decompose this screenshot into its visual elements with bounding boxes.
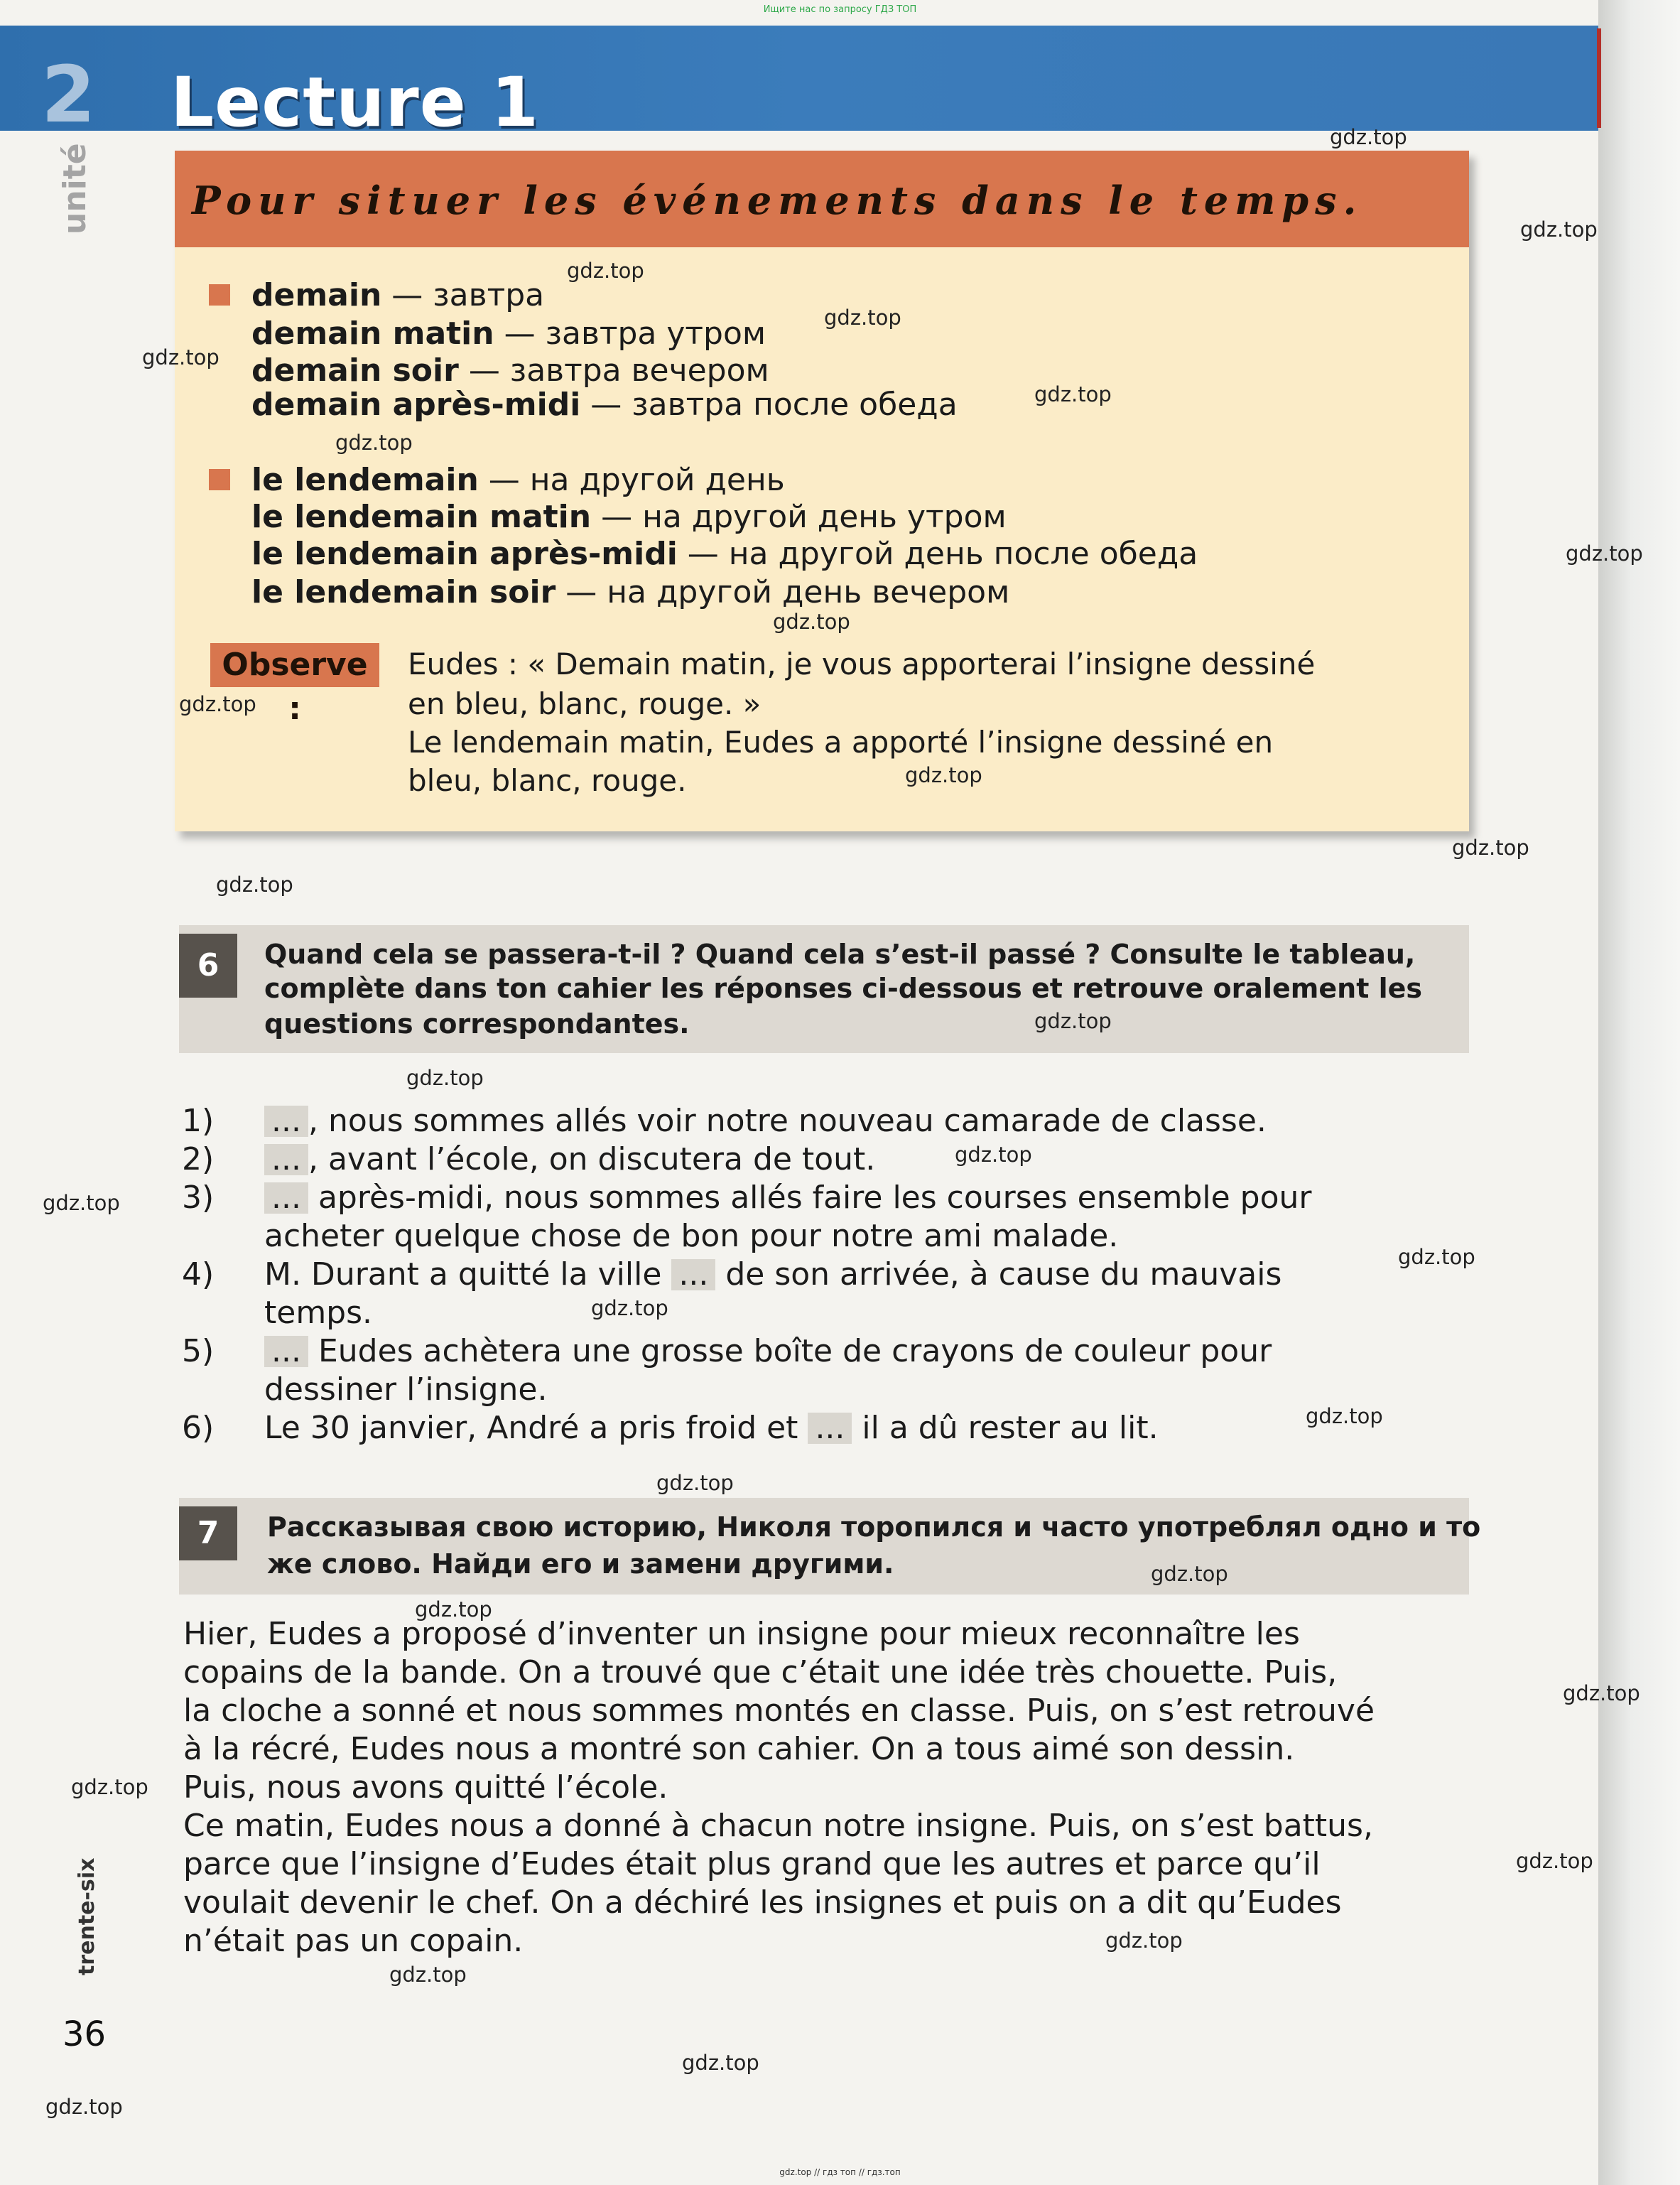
vocab-line: demain matin — завтра утром <box>251 315 766 352</box>
watermark: gdz.top <box>1105 1928 1183 1953</box>
watermark: gdz.top <box>1516 1849 1593 1873</box>
exercise-item-continued: dessiner l’insigne. <box>264 1371 548 1408</box>
paragraph-line: la cloche a sonné et nous sommes montés en classe. Puis, on s’est retrouvé <box>183 1693 1375 1729</box>
lesson-title: Lecture 1 <box>170 63 540 142</box>
watermark: gdz.top <box>824 306 901 330</box>
exercise-number: 7 <box>179 1506 237 1560</box>
answer-blank: ... <box>264 1106 308 1137</box>
unit-number: 2 <box>41 49 96 140</box>
watermark: gdz.top <box>335 431 413 455</box>
page-side-label: trente-six <box>75 1857 99 1975</box>
vocab-line: demain soir — завтра вечером <box>251 352 769 389</box>
exercise-7-header <box>179 1498 1481 1595</box>
grammar-box <box>175 151 1469 831</box>
paragraph-line: n’était pas un copain. <box>183 1923 524 1959</box>
observe-line: bleu, blanc, rouge. <box>408 763 687 798</box>
watermark: gdz.top <box>656 1471 734 1495</box>
watermark: gdz.top <box>43 1191 120 1215</box>
watermark: gdz.top <box>389 1963 467 1987</box>
bottom-site-link[interactable]: gdz.top // гдз топ // гдз.топ <box>779 2167 901 2177</box>
answer-blank: ... <box>808 1413 852 1444</box>
watermark: gdz.top <box>216 873 293 897</box>
paragraph-line: parce que l’insigne d’Eudes était plus grand que les autres et parce qu’il <box>183 1846 1321 1882</box>
watermark: gdz.top <box>1151 1562 1228 1586</box>
watermark: gdz.top <box>415 1597 492 1622</box>
watermark: gdz.top <box>567 259 644 283</box>
answer-blank: ... <box>264 1182 308 1214</box>
watermark: gdz.top <box>773 610 850 634</box>
observe-line: Eudes : « Demain matin, je vous apporterai l’insigne dessiné <box>408 647 1316 681</box>
watermark: gdz.top <box>1034 382 1112 406</box>
watermark: gdz.top <box>1566 541 1643 566</box>
answer-blank: ... <box>264 1144 308 1175</box>
spine-red-strip <box>1597 28 1601 128</box>
watermark: gdz.top <box>682 2051 759 2075</box>
grammar-header <box>175 151 1469 247</box>
exercise-item-continued: temps. <box>264 1295 373 1331</box>
watermark: gdz.top <box>1034 1009 1112 1033</box>
watermark: gdz.top <box>905 763 982 787</box>
observe-line: en bleu, blanc, rouge. » <box>408 686 762 721</box>
watermark: gdz.top <box>1452 836 1529 860</box>
vocab-line: le lendemain matin — на другой день утром <box>251 499 1007 535</box>
exercise-instruction: questions correspondantes. <box>264 1008 690 1040</box>
paragraph-line: voulait devenir le chef. On a déchiré les insignes et puis on a dit qu’Eudes <box>183 1884 1342 1921</box>
grammar-title: Pour situer les événements dans le temps. <box>192 178 1363 223</box>
top-search-link[interactable]: Ищите нас по запросу ГДЗ ТОП <box>763 4 917 15</box>
exercise-item-continued: acheter quelque chose de bon pour notre ami malade. <box>264 1218 1119 1254</box>
bullet-square-icon <box>209 284 230 306</box>
paragraph-line: Puis, nous avons quitté l’école. <box>183 1769 668 1806</box>
watermark: gdz.top <box>71 1775 148 1799</box>
watermark: gdz.top <box>1520 217 1598 242</box>
vocab-line: le lendemain après-midi — на другой день после обеда <box>251 536 1198 572</box>
watermark: gdz.top <box>1563 1681 1640 1705</box>
exercise-number: 6 <box>179 934 237 998</box>
watermark: gdz.top <box>955 1143 1032 1167</box>
unit-label: unité <box>57 143 93 234</box>
watermark: gdz.top <box>142 345 220 369</box>
bullet-square-icon <box>209 469 230 490</box>
vocab-line: le lendemain soir — на другой день вечером <box>251 574 1010 610</box>
paragraph-line: Ce matin, Eudes nous a donné à chacun notre insigne. Puis, on s’est battus, <box>183 1808 1373 1844</box>
exercise-instruction: complète dans ton cahier les réponses ci-dessous et retrouve oralement les <box>264 973 1423 1004</box>
exercise-instruction: же слово. Найди его и замени другими. <box>267 1548 894 1580</box>
paragraph-line: copains de la bande. On a trouvé que c’était une idée très chouette. Puis, <box>183 1654 1338 1690</box>
watermark: gdz.top <box>45 2095 123 2119</box>
answer-blank: ... <box>671 1259 715 1290</box>
watermark: gdz.top <box>591 1296 668 1320</box>
paragraph-line: à la récré, Eudes nous a montré son cahier. On a tous aimé son dessin. <box>183 1731 1295 1767</box>
watermark: gdz.top <box>1306 1404 1383 1428</box>
watermark: gdz.top <box>1330 125 1407 149</box>
exercise-instruction: Рассказывая свою историю, Николя торопился и часто употреблял одно и то <box>267 1511 1481 1543</box>
watermark: gdz.top <box>1398 1245 1475 1269</box>
vocab-line: demain après-midi — завтра после обеда <box>251 387 958 423</box>
observe-label: Observe : <box>210 643 379 687</box>
page-spine <box>1598 0 1680 2185</box>
paragraph-line: Hier, Eudes a proposé d’inventer un insigne pour mieux reconnaître les <box>183 1616 1300 1652</box>
watermark: gdz.top <box>179 692 256 716</box>
answer-blank: ... <box>264 1336 308 1367</box>
vocab-line: demain — завтра <box>251 277 545 313</box>
page-number: 36 <box>63 2014 107 2054</box>
watermark: gdz.top <box>406 1066 484 1090</box>
observe-line: Le lendemain matin, Eudes a apporté l’insigne dessiné en <box>408 725 1274 760</box>
vocab-line: le lendemain — на другой день <box>251 462 785 498</box>
exercise-6-header <box>179 925 1469 1053</box>
exercise-instruction: Quand cela se passera-t-il ? Quand cela s’est-il passé ? Consulte le tableau, <box>264 939 1416 970</box>
